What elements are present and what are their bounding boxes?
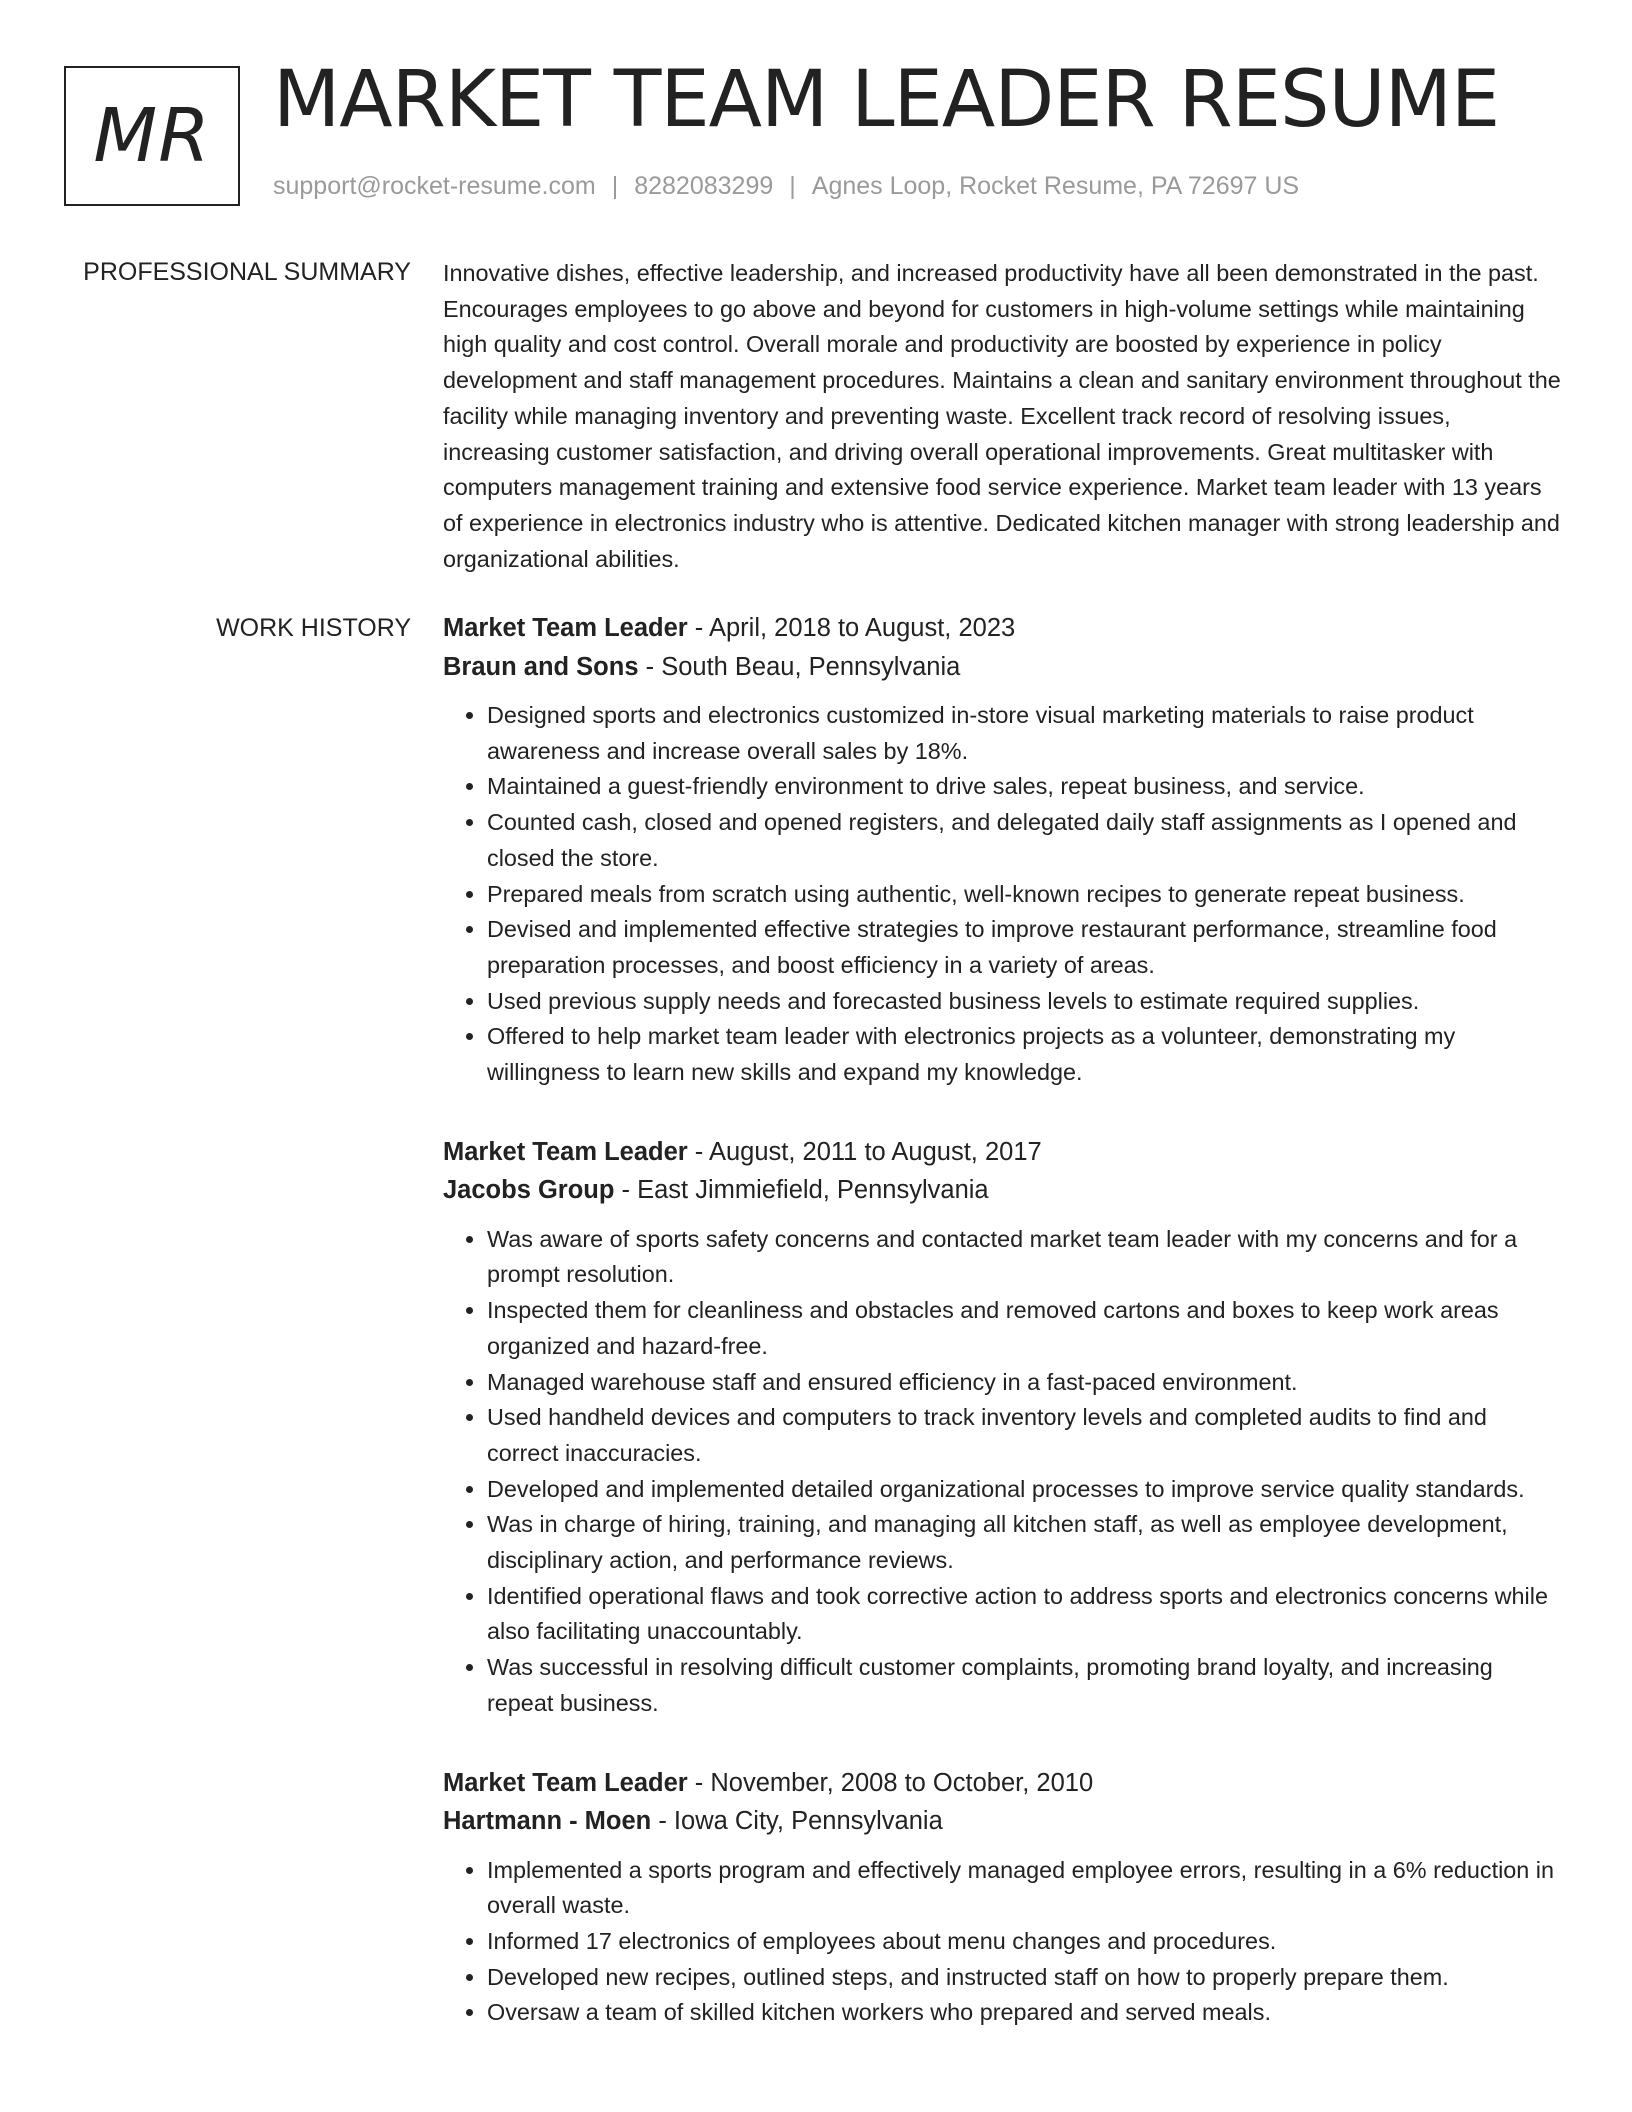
job-title-line (443, 1764, 1563, 1803)
professional-summary-text: Innovative dishes, effective leadership, and increased productivity have all been demonstrated in the past. Encourages employees to go above and beyond for customers in high-volume settings while maintaining high quality and cost control. Overall morale and productivity are boosted by experience in policy development and staff management procedures. Maintains a clean and sanitary environment throughout the facility while managing inventory and preventing waste. Excellent track record of resolving issues, increasing customer satisfaction, and driving overall operational improvements. Great multitasker with computers management training and extensive food service experience. Market team leader with 13 years of experience in electronics industry who is attentive. Dedicated kitchen manager with strong leadership and organizational abilities. (443, 260, 1561, 572)
job-company-line (443, 648, 1563, 687)
job-entry (443, 1764, 1563, 2032)
contact-address: Agnes Loop, Rocket Resume, PA 72697 US (811, 172, 1300, 200)
job-bullet: • Used handheld devices and computers to track inventory levels and completed audits to find and correct inaccuracies. (487, 1400, 1563, 1471)
job-location: - South Beau, Pennsylvania (638, 652, 961, 681)
job-title: Market Team Leader (443, 1137, 688, 1166)
contact-email: support@rocket-resume.com (273, 172, 596, 200)
job-bullet: • Was successful in resolving difficult customer complaints, promoting brand loyalty, and increasing repeat business. (487, 1650, 1563, 1721)
job-bullet: • Was in charge of hiring, training, and managing all kitchen staff, as well as employee development, disciplinary action, and performance reviews. (487, 1507, 1563, 1578)
job-dates: - August, 2011 to August, 2017 (687, 1137, 1042, 1166)
monogram-badge (64, 66, 240, 206)
job-bullets (443, 1222, 1563, 1722)
job-company: Braun and Sons (443, 652, 639, 681)
contact-phone: 8282083299 (634, 172, 774, 200)
job-bullet: • Devised and implemented effective strategies to improve restaurant performance, streamline food preparation processes, and boost efficiency in a variety of areas. (487, 912, 1563, 983)
job-location: - East Jimmiefield, Pennsylvania (614, 1176, 989, 1205)
contact-separator: | (611, 172, 619, 200)
job-title-line (443, 1133, 1563, 1172)
contact-separator: | (789, 172, 796, 200)
section-label-work-history: WORK HISTORY (216, 614, 411, 642)
work-history (443, 609, 1563, 2073)
job-bullet: • Identified operational flaws and took corrective action to address sports and electronics concerns while also facilitating unaccountably. (487, 1579, 1563, 1650)
job-bullet: • Inspected them for cleanliness and obstacles and removed cartons and boxes to keep work areas organized and hazard-free. (487, 1293, 1563, 1364)
job-bullet: • Designed sports and electronics customized in-store visual marketing materials to raise product awareness and increase overall sales by 18%. (487, 698, 1563, 769)
job-dates: - April, 2018 to August, 2023 (687, 614, 1016, 642)
job-entry (443, 1133, 1563, 1722)
job-title: Market Team Leader (443, 1768, 688, 1797)
job-company: Hartmann - Moen (443, 1807, 652, 1836)
job-location: - Iowa City, Pennsylvania (651, 1807, 943, 1836)
resume-title: MARKET TEAM LEADER RESUME (273, 55, 1500, 145)
job-entry (443, 609, 1563, 1091)
job-title-line (443, 609, 1563, 648)
job-bullet: • Implemented a sports program and effectively managed employee errors, resulting in a 6% reduction in overall waste. (487, 1853, 1563, 1924)
job-bullet: • Developed new recipes, outlined steps, and instructed staff on how to properly prepare them. (487, 1960, 1563, 1996)
job-title: Market Team Leader (443, 614, 688, 642)
job-dates: - November, 2008 to October, 2010 (687, 1768, 1094, 1797)
job-bullet: • Maintained a guest-friendly environment to drive sales, repeat business, and service. (487, 769, 1563, 805)
contact-line (273, 172, 1299, 201)
section-label-professional-summary: PROFESSIONAL SUMMARY (83, 258, 411, 286)
job-company-line (443, 1802, 1563, 1841)
job-bullet: • Offered to help market team leader with electronics projects as a volunteer, demonstrating my willingness to learn new skills and expand my knowledge. (487, 1019, 1563, 1090)
job-bullet: • Managed warehouse staff and ensured efficiency in a fast-paced environment. (487, 1365, 1563, 1401)
job-bullet: • Prepared meals from scratch using authentic, well-known recipes to generate repeat business. (487, 877, 1563, 913)
job-bullet: • Was aware of sports safety concerns and contacted market team leader with my concerns and for a prompt resolution. (487, 1222, 1563, 1293)
job-bullet: • Used previous supply needs and forecasted business levels to estimate required supplies. (487, 984, 1563, 1020)
job-bullet: • Oversaw a team of skilled kitchen workers who prepared and served meals. (487, 1995, 1563, 2031)
job-bullet: • Informed 17 electronics of employees about menu changes and procedures. (487, 1924, 1563, 1960)
job-company-line (443, 1171, 1563, 1210)
monogram-initials: MR (93, 93, 211, 179)
job-company: Jacobs Group (443, 1176, 615, 1205)
job-bullet: • Counted cash, closed and opened registers, and delegated daily staff assignments as I opened and closed the store. (487, 805, 1563, 876)
job-bullet: • Developed and implemented detailed organizational processes to improve service quality standards. (487, 1472, 1563, 1508)
job-bullets (443, 1853, 1563, 2032)
job-bullets (443, 698, 1563, 1091)
